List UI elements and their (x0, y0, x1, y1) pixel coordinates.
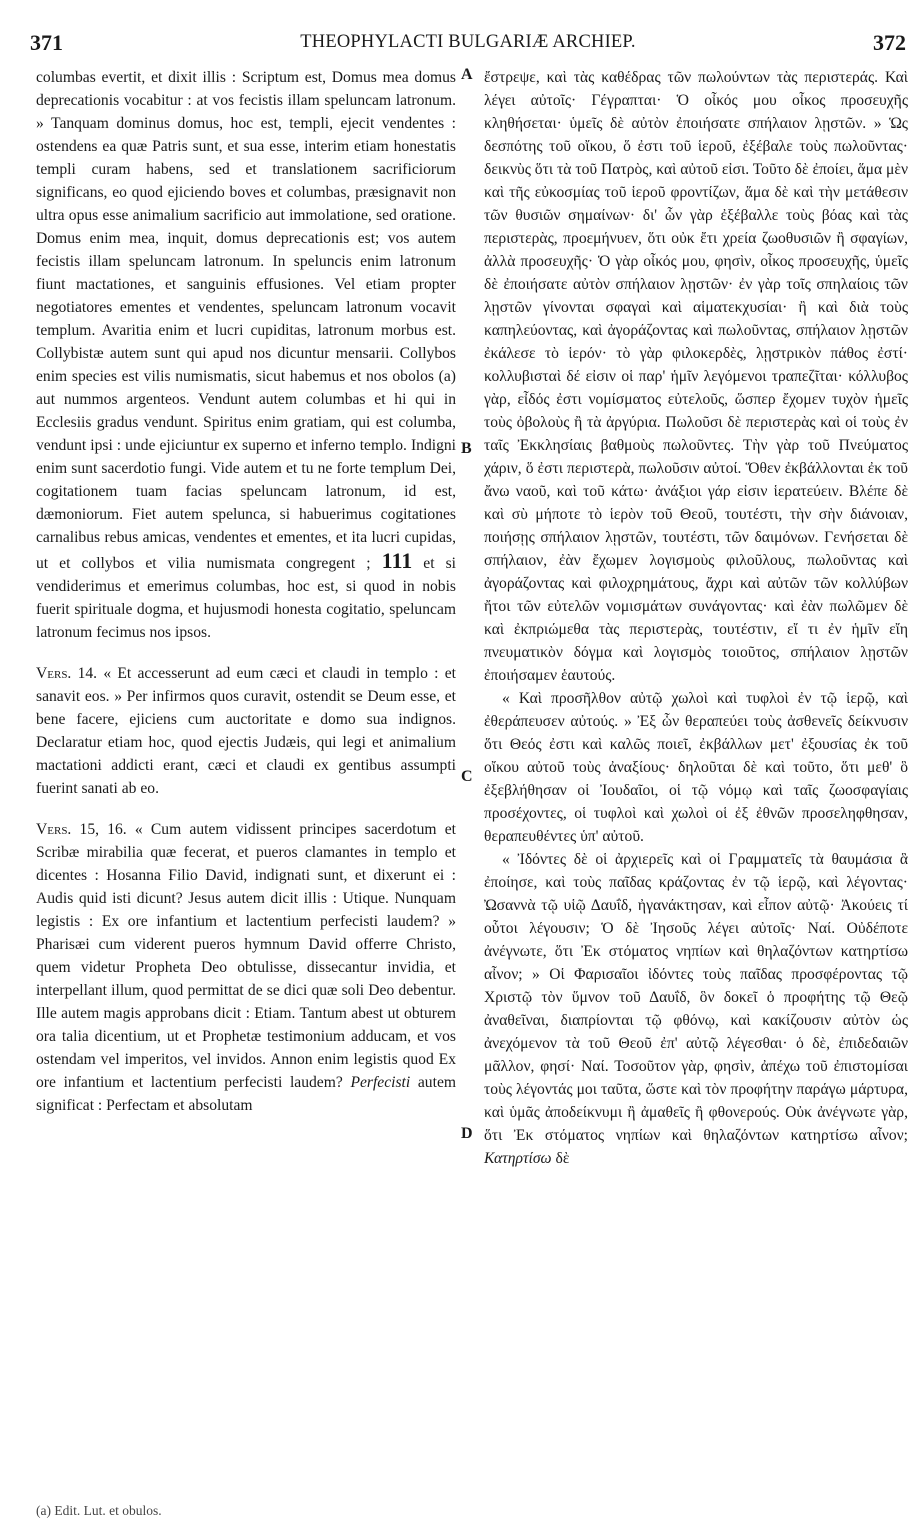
latin-text-2: « Et accesserunt ad eum cæci et claudi in templo : et sanavit eos. » Per infirmos quos curavit, ostendit se Deum esse, et bene facere, ejiciens cum auctoritate e domo sua indignos. Declaratur etiam hoc, quod ejectis Judæis, qui legi et animalium mactationi addicti erant, cæci et claudi ex gentibus assumpti fuerint sanati ab eo. (36, 665, 457, 797)
latin-verse-label-3: Vers. 15, 16. (36, 821, 127, 838)
left-column-number: 371 (30, 30, 63, 55)
running-title: THEOPHYLACTI BULGARIÆ ARCHIEP. (300, 32, 636, 52)
greek-text-3: « Ἰδόντες δὲ οἱ ἀρχιερεῖς καὶ οἱ Γραμματεῖς τὰ θαυμάσια ἃ ἐποίησε, καὶ τοὺς παῖδας κράζοντας ἐν τῷ ἱερῷ, καὶ λέγοντας· Ὠσαννὰ τῷ υἱῷ Δαυΐδ, ἠγανάκτησαν, καὶ εἶπον αὐτῷ· Ἀκούεις τί οὗτοι λέγουσιν; Ὁ δὲ Ἰησοῦς λέγει αὐτοῖς· Ναί. Οὐδέποτε ἀνέγνωτε, ὅτι Ἐκ στόματος νηπίων καὶ θηλαζόντων κατηρτίσω αἶνον; » Οἱ Φαρισαῖοι ἰδόντες τοὺς παῖδας προσφέροντας τῷ Χριστῷ τὸν ὕμνον τοῦ Δαυΐδ, ὃν δοκεῖ ὁ προφήτης τῷ Θεῷ ἀναθεῖναι, διαπρίονται τῷ φθόνῳ, καὶ κακίζουσιν αὐτὸν ὡς ἀνεχόμενον τὰ τοῦ Θεοῦ ἐπ' αὐτῷ λέγεσθαι· ὁ δὲ, ἐπιδεδαιῶν μᾶλλον, φησί· Ναί. Τοσοῦτον γὰρ, φησὶν, ἀπέχω τοῦ ἐπιστομίσαι τοὺς λέγοντάς μοι ταῦτα, ὥστε καὶ τὸν προφήτην παράγω μάρτυρα, καὶ ὑμᾶς ἀποδείκνυμι ἢ ἀμαθεῖς ἢ φθονερούς. Οὐκ ἀνέγνωτε γὰρ, ὅτι Ἐκ στόματος νηπίων καὶ θηλαζόντων κατηρτίσω αἶνον; (484, 851, 908, 1144)
latin-text-1-end: et si vendiderimus et emerimus columbas, hoc est, si quod in nobis fuerit spirituale dogma, et hujusmodi honesta cogitatio, speluncam latronum fecimus nos ipsos. (36, 555, 457, 641)
latin-verse-label-2: Vers. 14. (36, 665, 98, 682)
latin-text-3-end: autem significat : Perfectam et absolutam (36, 1074, 456, 1114)
right-column-number: 372 (873, 30, 906, 55)
latin-italic-word: Perfecisti (350, 1074, 411, 1091)
greek-paragraph-2 (484, 687, 908, 848)
margin-letter-c: C (461, 768, 473, 785)
greek-italic-word: Κατηρτίσω (484, 1150, 552, 1167)
footnote: (a) Edit. Lut. et obulos. (36, 1503, 162, 1518)
greek-text-1: ἔστρεψε, καὶ τὰς καθέδρας τῶν πωλούντων τὰς περιστεράς. Καὶ λέγει αὐτοῖς· Γέγραπται· Ὁ οἶκός μου οἶκος προσευχῆς κληθήσεται· ὑμεῖς δὲ αὐτὸν ἐποιήσατε σπήλαιον λῃστῶν. » Ὡς δεσπότης τοῦ οἴκου, ὅ ἐστι τοῦ ἱεροῦ, ἐξέβαλε τοὺς πωλοῦντας· δεικνὺς ὅτι τὰ τοῦ Πατρὸς, καὶ αὐτοῦ εἰσι. Τοῦτο δὲ ἐποίει, ἅμα μὲν καὶ τῆς εὐκοσμίας τοῦ ἱεροῦ φροντίζων, ἅμα δὲ καὶ τὴν μετάθεσιν τῶν θυσιῶν σημαίνων· δι' ὧν γὰρ ἐξέβαλλε τοὺς βόας καὶ τὰς περιστερὰς, προεμήνυεν, ὅτι οὐκ ἔτι χρεία ζωοθυσιῶν ἢ σφαγίων, ἀλλὰ προσευχῆς· Ὁ γὰρ οἶκός μου, φησὶν, οἶκος προσευχῆς, ὑμεῖς δὲ ἐποιήσατε αὐτὸν σπήλαιον λῃστῶν· ἐν γὰρ τοῖς σπηλαίοις τῶν λῃστῶν γίνονται σφαγαὶ καὶ αἱματεκχυσίαι· ἢ καὶ διὰ τοὺς καπηλεύοντας, καὶ ἀγοράζοντας καὶ πωλοῦντας, σπήλαιον λῃστῶν ἐκάλεσε τὸ ἱερόν· τὸ γὰρ φιλοκερδὲς, λῃστρικὸν πάθος ἐστί· κολλυβισταὶ δέ εἰσιν οἱ παρ' ἡμῖν λεγόμενοι τραπεζῖται· κόλλυβος γὰρ, εἶδός ἐστι νομίσματος εὐτελοῦς, ὥσπερ ἔχομεν τυχὸν ἡμεῖς τοὺς ὀβολοὺς ἢ τὰ ἀργύρια. Πωλοῦσι δὲ περιστερὰς καὶ οἱ τοὺς ἐν ταῖς Ἐκκλησίαις βαθμοὺς πωλοῦντες. Τὴν γὰρ τοῦ Πνεύματος χάριν, ὅ ἐστι περιστερὰ, πωλοῦσιν αὐτοί. Ὅθεν ἐκβάλλονται ἐκ τοῦ ἄνω ναοῦ, καὶ τοῦ κάτω· ἀνάξιοι γάρ εἰσιν ἱερατεύειν. Βλέπε δὲ καὶ σὺ μήποτε τὸ ἱερὸν τοῦ Θεοῦ, τουτέστι, τὴν σὴν διάνοιαν, ποιήσῃς σπήλαιον λῃστῶν, τουτέστι, τῶν δαιμόνων. Γενήσεται δὲ σπήλαιον, ἐὰν ἔχωμεν λογισμοὺς φιλοῦλους, πωλοῦντας καὶ ἀγοράζοντας καὶ φιλοχρημάτους, ἄχρι καὶ αὐτῶν τῶν κολλύβων ἤτοι τῶν εὐτελῶν νομισμάτων συνάγοντας· καὶ ἐὰν πωλῶμεν δὲ καὶ ἐκπριώμεθα τὰς περιστερὰς, τουτέστιν, εἴ τι ἐν ἡμῖν εἴη πνευματικὸν δόγμα καὶ λογισμὸς τοιοῦτος, σπήλαιον λῃστῶν ἐποιήσαμεν ἑαυτούς. (484, 69, 908, 684)
latin-paragraph-2 (36, 662, 456, 800)
latin-column (36, 66, 456, 1117)
latin-paragraph-3 (36, 818, 456, 1117)
margin-letter-d: D (461, 1125, 473, 1142)
greek-paragraph-1 (484, 66, 908, 687)
latin-section-number: 111 (381, 548, 413, 573)
page-header (30, 30, 906, 60)
margin-letter-a: A (461, 66, 473, 83)
greek-paragraph-3 (484, 848, 908, 1170)
latin-text-1: columbas evertit, et dixit illis : Scriptum est, Domus mea domus deprecationis vocabitur : at vos fecistis illam speluncam latronum. » Tanquam dominus domus, hoc est, templi, ejecit vendentes : ostendens ea quæ Patris sunt, et sua esse, interim etiam honestatis templi curam habens, sed et translationem sacrificiorum significans, eo quod ejiciendo boves et columbas, præsignavit non ultra opus esse animalium sacrificio aut immolatione, sed oratione. Domus enim mea, inquit, domus deprecationis est; vos autem fecistis illam speluncam latronum. In speluncis enim latronum fiunt mactationes, et sanguinis effusiones. Vel etiam propter negotiatores ementes et vendentes, speluncam latronum vocavit templum. Avaritia enim et lucri cupiditas, latronum morbus est. Collybistæ autem sunt qui apud nos dicuntur mensarii. Collybos enim species est vilis numismatis, sicut habemus et nos obolos (a) aut nummos argenteos. Vendunt autem columbas et hi qui in Ecclesiis gradus vendunt. Spiritus enim gratiam, qui est columba, vendunt ipsi : unde ejiciuntur ex superno et inferno templo. Indigni enim sunt sacerdotio fungi. Vide autem et tu ne forte templum Dei, cogitationem tuam facias speluncam latronum, id est, dæmoniorum. Fiet autem spelunca, si habuerimus cogitationes carnalibus rebus amicas, vendentes et ementes, et ita lucri cupidas, ut et collybos et vilia numismata congregent ; (36, 69, 456, 572)
greek-column (484, 66, 908, 1170)
margin-letter-b: B (461, 440, 472, 457)
latin-paragraph-1 (36, 66, 456, 644)
greek-text-2: « Καὶ προσῆλθον αὐτῷ χωλοὶ καὶ τυφλοὶ ἐν τῷ ἱερῷ, καὶ ἐθεράπευσεν αὐτούς. » Ἐξ ὧν θεραπεύει τοὺς ἀσθενεῖς δείκνυσιν ὅτι Θεός ἐστι καὶ καλῶς ποιεῖ, ἐκβάλλων μετ' ἐξουσίας ἐκ τοῦ οἴκου αὐτοῦ τοὺς ἀναξίους· δηλοῦται δὲ καὶ τοῦτο, ὅτι μεθ' ὃ ἐξεβλήθησαν οἱ Ἰουδαῖοι, οἱ τῷ νόμῳ καὶ ταῖς ζωοσφαγίαις προσέχοντες, οἱ τυφλοὶ καὶ χωλοὶ οἱ ἐξ ἐθνῶν προσεληφθησαν, θεραπευθέντες ὑπ' αὐτοῦ. (484, 690, 908, 845)
latin-text-3: « Cum autem vidissent principes sacerdotum et Scribæ mirabilia quæ fecerat, et pueros clamantes in templo et dicentes : Hosanna Filio David, indignati sunt, et dixerunt ei : Audis quid isti dicunt? Jesus autem dicit illis : Utique. Nunquam legistis : Ex ore infantium et lactentium perfecisti laudem? » Pharisæi cum viderent pueros hymnum David offerre Christo, quem videtur Propheta Deo obtulisse, dissecantur invidia, et interpellant illum, quod permittat de se dici quæ soli Deo debentur. Ille autem magis approbans dicit : Etiam. Tantum abest ut obturem ora talia dicentium, ut et Prophetæ testimonium adducam, et vos ostendam vel imperitos, vel invidos. Annon enim legistis quod Ex ore infantium et lactentium perfecisti laudem? (36, 821, 456, 1091)
greek-text-3-end: δὲ (555, 1150, 570, 1167)
